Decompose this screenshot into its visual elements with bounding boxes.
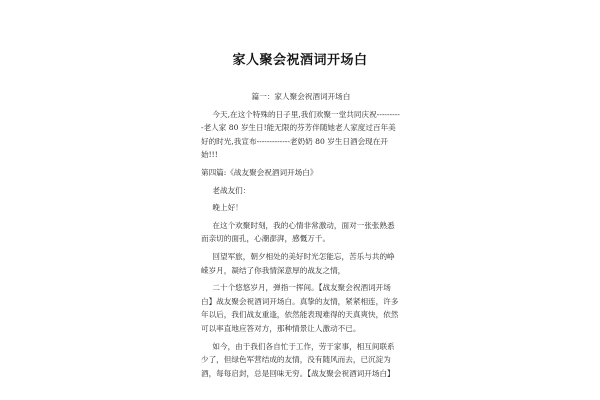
- section-heading-fourth: 第四篇:《战友聚会祝酒词开场白》: [201, 167, 318, 177]
- paragraph-greeting: 老战友们：: [212, 185, 251, 195]
- section-subtitle: 篇一：家人聚会祝酒词开场白: [251, 92, 351, 101]
- article-body: [201, 90, 401, 380]
- paragraph-twenty-years: 二十个悠悠岁月，弹指一挥间。【战友聚会祝酒词开场白】战友聚会祝酒词开场白。真挚的友情，紧紧相连，许多年以后，我们战友重逢，依然能表现难得的天真爽快，依然可以率直地应答对方，那种情景让人激动不已。: [201, 283, 399, 333]
- paragraph-emotion: 在这个欢聚时刻，我的心情非常激动，面对一张张熟悉而亲切的面孔，心潮澎湃，感慨万千。: [201, 220, 395, 244]
- paragraph-good-evening: 晚上好！: [212, 203, 243, 213]
- paragraph-friendship-wine: 如今，由于我们各自忙于工作，劳于家事，相互间联系少了，但绿色军营结成的友情，没有随风而去，已沉淀为酒，每每启封，总是回味无穷。【战友聚会祝酒词开场白】: [201, 341, 395, 378]
- document-title: 家人聚会祝酒词开场白: [232, 53, 368, 68]
- paragraph-military-memories: 回望军旅，朝夕相处的美好时光怎能忘，苦乐与共的峥嵘岁月，凝结了你我情深意厚的战友之情，: [201, 251, 395, 275]
- paragraph-birthday-toast: 今天,在这个特殊的日子里,我们欢聚一堂共同庆祝----------老人家 80 岁生日!能无限的芬芳伴随她老人家度过百年美好的时光,我宣布-------------老奶奶 80 岁生日酒会现在开始!!!: [201, 109, 400, 160]
